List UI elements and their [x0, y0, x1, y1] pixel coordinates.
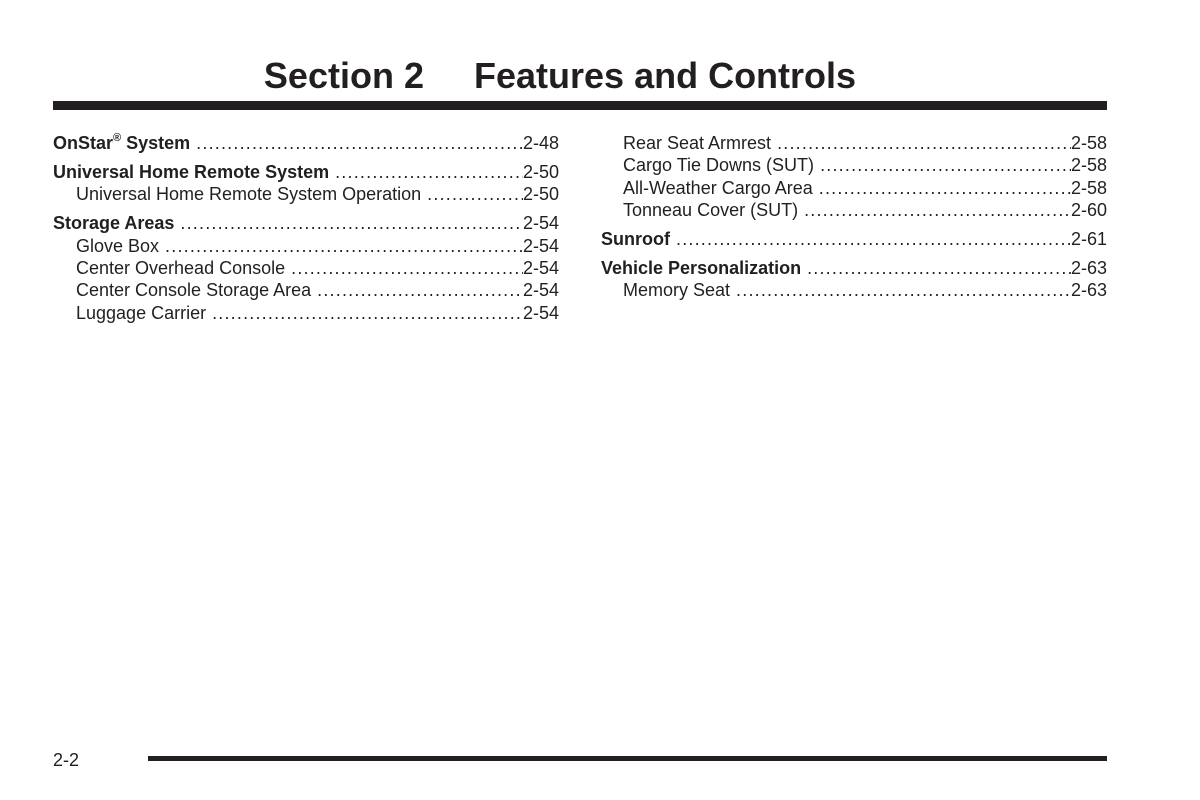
- toc-left-column: [53, 132, 559, 324]
- toc-entry-vehicle-personalization[interactable]: [601, 257, 1107, 279]
- dot-leader: [813, 177, 1071, 199]
- footer-rule: [148, 756, 1107, 761]
- dot-leader: [174, 212, 523, 234]
- page-number: 2-2: [53, 750, 80, 770]
- dot-leader: [285, 257, 523, 279]
- toc-entry-label: Luggage Carrier: [76, 302, 207, 323]
- dot-leader: [798, 199, 1071, 221]
- title-rule: [53, 101, 1107, 110]
- dot-leader: [329, 161, 523, 183]
- toc-entry-label: Memory Seat: [623, 280, 731, 301]
- toc-entry-label: Universal Home Remote System Operation: [76, 184, 422, 205]
- toc-entry-label: Storage Areas: [53, 213, 175, 234]
- toc-entry-page: 2-54: [522, 257, 559, 278]
- toc-entry-storage-areas[interactable]: [53, 212, 559, 234]
- dot-leader: [814, 154, 1071, 176]
- toc-entry-page: 2-54: [522, 280, 559, 301]
- toc-entry-onstar-system[interactable]: [53, 132, 559, 154]
- toc-entry-label: Vehicle Personalization: [601, 257, 802, 278]
- toc-entry-universal-home-remote-system[interactable]: [53, 161, 559, 183]
- dot-leader: [670, 228, 1071, 250]
- toc-entry-label: Glove Box: [76, 235, 160, 256]
- toc-entry-luggage-carrier[interactable]: [53, 302, 559, 324]
- toc-entry-page: 2-60: [1070, 200, 1107, 221]
- dot-leader: [421, 183, 523, 205]
- toc-entry-center-console-storage-area[interactable]: [53, 279, 559, 301]
- toc-entry-page: 2-50: [522, 161, 559, 182]
- registered-mark: ®: [113, 132, 122, 144]
- toc-entry-universal-home-remote-system-operation[interactable]: [53, 183, 559, 205]
- toc-entry-page: 2-58: [1070, 177, 1107, 198]
- toc-entry-label: Center Overhead Console: [76, 257, 286, 278]
- toc-entry-all-weather-cargo-area[interactable]: [601, 177, 1107, 199]
- toc-entry-label: Tonneau Cover (SUT): [623, 200, 799, 221]
- toc-entry-page: 2-54: [522, 213, 559, 234]
- toc-entry-label: Rear Seat Armrest: [623, 133, 772, 153]
- dot-leader: [730, 279, 1071, 301]
- page-title: [0, 52, 1120, 100]
- toc-entry-label: OnStar® System: [53, 132, 191, 153]
- dot-leader: [801, 257, 1071, 279]
- toc-entry-page: 2-54: [522, 302, 559, 323]
- dot-leader: [190, 132, 523, 154]
- toc-entry-page: 2-61: [1070, 229, 1107, 250]
- toc-entry-rear-seat-armrest[interactable]: [601, 132, 1107, 154]
- toc-right-column: [601, 132, 1107, 302]
- section-title: Features and Controls: [474, 55, 857, 96]
- toc-entry-cargo-tie-downs[interactable]: [601, 154, 1107, 176]
- dot-leader: [311, 279, 523, 301]
- toc-entry-page: 2-54: [522, 235, 559, 256]
- toc-entry-page: 2-58: [1070, 133, 1107, 153]
- toc-entry-sunroof[interactable]: [601, 228, 1107, 250]
- toc-entry-label: Center Console Storage Area: [76, 280, 312, 301]
- toc-entry-memory-seat[interactable]: [601, 279, 1107, 301]
- toc-entry-label: Sunroof: [601, 229, 670, 250]
- toc-entry-page: 2-63: [1070, 280, 1107, 301]
- dot-leader: [771, 132, 1071, 154]
- toc-entry-label: Universal Home Remote System: [53, 161, 330, 182]
- toc-entry-glove-box[interactable]: [53, 235, 559, 257]
- dot-leader: [159, 235, 523, 257]
- toc-entry-page: 2-50: [522, 184, 559, 205]
- section-label: Section 2: [263, 55, 424, 96]
- toc-entry-center-overhead-console[interactable]: [53, 257, 559, 279]
- toc-entry-label: Cargo Tie Downs (SUT): [623, 155, 815, 176]
- toc-entry-label: All-Weather Cargo Area: [623, 177, 813, 198]
- toc-entry-page: 2-48: [522, 133, 559, 153]
- title-spacer: [424, 55, 474, 96]
- dot-leader: [206, 302, 523, 324]
- toc-entry-tonneau-cover[interactable]: [601, 199, 1107, 221]
- toc-entry-page: 2-63: [1070, 257, 1107, 278]
- toc-entry-page: 2-58: [1070, 155, 1107, 176]
